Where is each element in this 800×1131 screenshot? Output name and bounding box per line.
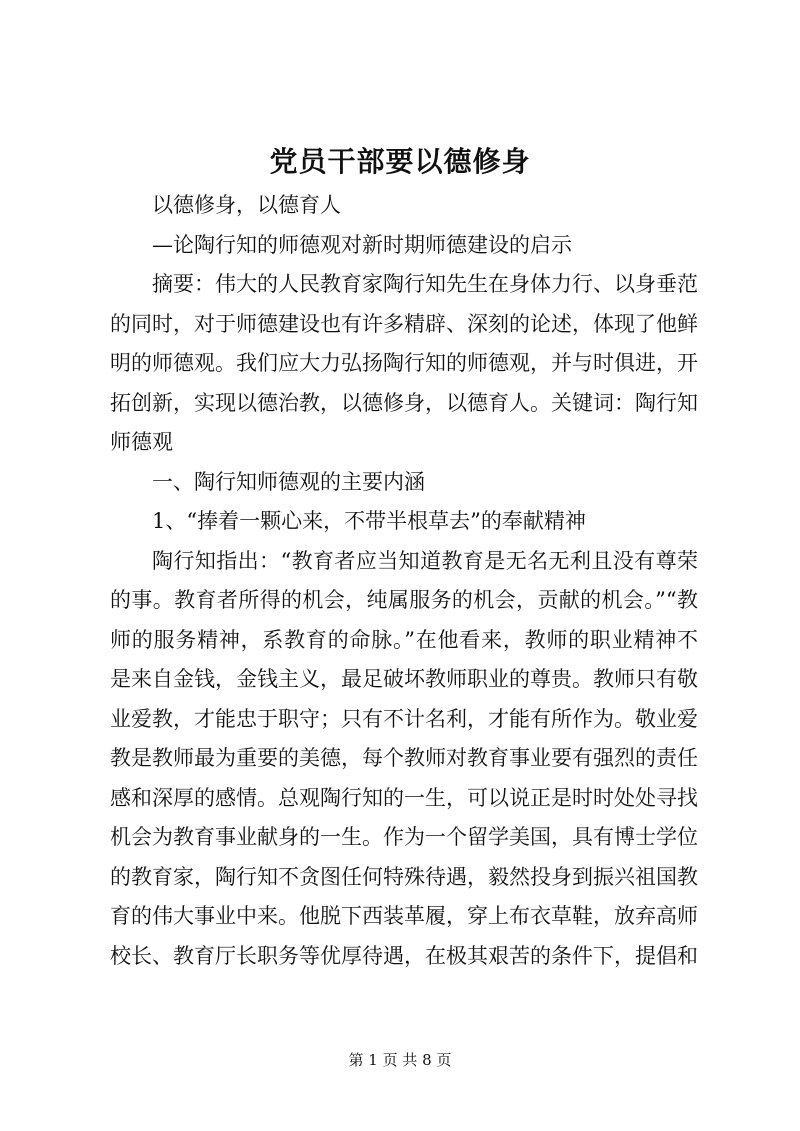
document-body: [110, 186, 698, 976]
body-paragraph: —论陶行知的师德观对新时期师德建设的启示: [152, 232, 572, 257]
subsection-heading: 1、“捧着一颗心来，不带半根草去”的奉献精神: [152, 509, 586, 533]
section-heading: 一、陶行知师德观的主要内涵: [152, 469, 425, 494]
body-paragraph: 摘要：伟大的人民教育家陶行知先生在身体力行、以身垂范的同时，对于师德建设也有许多精辟、深刻的论述，体现了他鲜明的师德观。我们应大力弘扬陶行知的师德观，并与时俱进，开拓创新，实现以德治教，以德修身，以德育人。关键词：陶行知师德观: [110, 272, 698, 454]
document-title: 党员干部要以德修身: [269, 145, 531, 178]
body-paragraph: 陶行知指出：“教育者应当知道教育是无名无利且没有尊荣的事。教育者所得的机会，纯属服务的机会，贡献的机会。”“教师的服务精神，系教育的命脉。”在他看来，教师的职业精神不是来自金钱，金钱主义，最足破坏教师职业的尊贵。教师只有敬业爱教，才能忠于职守；只有不计名利，才能有所作为。敬业爱教是教师最为重要的美德，每个教师对教育事业要有强烈的责任感和深厚的感情。总观陶行知的一生，可以说正是时时处处寻找机会为教育事业献身的一生。作为一个留学美国，具有博士学位的教育家，陶行知不贪图任何特殊待遇，毅然投身到振兴祖国教育的伟大事业中来。他脱下西装革履，穿上布衣草鞋，放弃高师校长、教育厅长职务等优厚待遇，在极其艰苦的条件下，提倡和: [110, 548, 698, 968]
page-footer: 第 1 页 共 8 页: [348, 1051, 452, 1069]
body-paragraph: 以德修身，以德育人: [152, 193, 341, 217]
